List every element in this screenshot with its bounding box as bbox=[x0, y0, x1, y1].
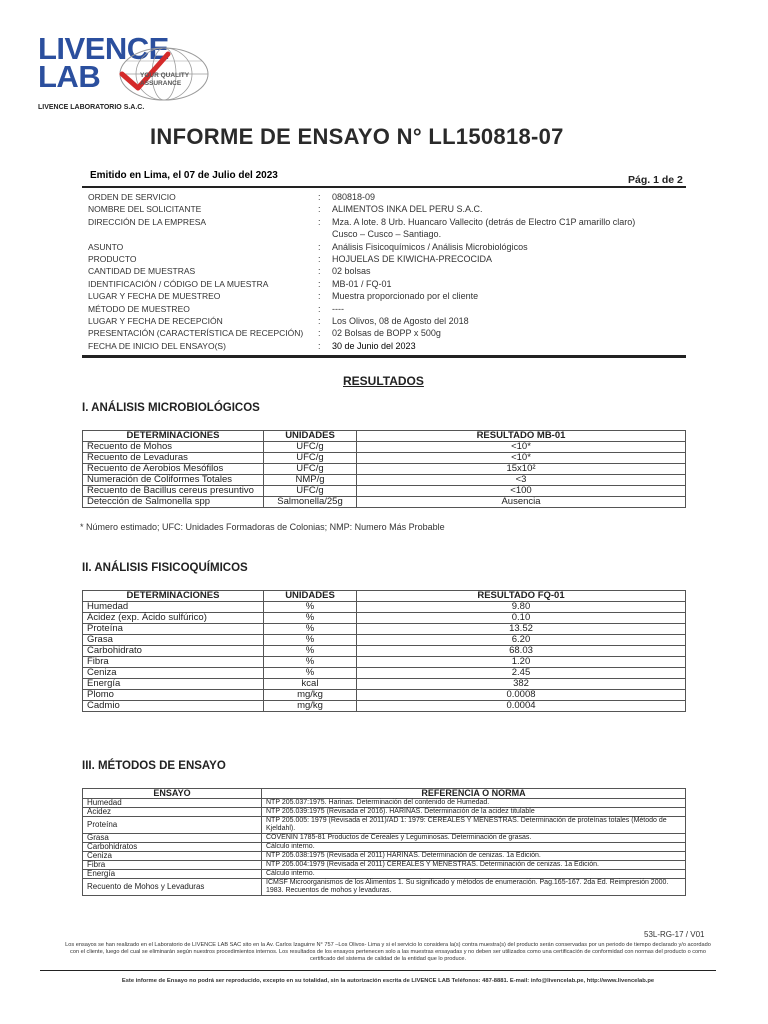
info-row: ASUNTO : Análisis Fisicoquímicos / Análisis Microbiológicos bbox=[88, 241, 528, 252]
order-info bbox=[88, 191, 688, 352]
company-logo bbox=[38, 31, 208, 114]
table-row: Proteína % 13.52 bbox=[83, 624, 686, 635]
table-row: Proteína NTP 205.005: 1979 (Revisada el 2011)/AD 1: 1979: CEREALES Y MENESTRAS. Determinación de proteínas totales (Método de Kjeldahl). bbox=[83, 817, 686, 834]
form-code: 53L-RG-17 / V01 bbox=[644, 930, 705, 939]
table-row: Energía kcal 382 bbox=[83, 679, 686, 690]
micro-table bbox=[82, 430, 686, 508]
table-header: ENSAYO REFERENCIA O NORMA bbox=[83, 789, 686, 799]
info-row: LUGAR Y FECHA DE RECEPCIÓN : Los Olivos, 08 de Agosto del 2018 bbox=[88, 315, 469, 326]
info-row: NOMBRE DEL SOLICITANTE : ALIMENTOS INKA DEL PERU S.A.C. bbox=[88, 204, 483, 215]
table-row: Recuento de Bacillus cereus presuntivo UFC/g <100 bbox=[83, 486, 686, 497]
issued-date: Emitido en Lima, el 07 de Julio del 2023 bbox=[90, 170, 278, 181]
logo-tagline-2: ASSURANCE bbox=[140, 80, 182, 87]
table-row: Grasa COVENIN 1785-81 Productos de Cereales y Leguminosas. Determinación de grasas. bbox=[83, 834, 686, 843]
logo-tagline-1: YOUR QUALITY bbox=[140, 72, 190, 79]
table-header: DETERMINACIONES UNIDADES RESULTADO FQ-01 bbox=[83, 591, 686, 602]
table-row: Recuento de Levaduras UFC/g <10* bbox=[83, 453, 686, 464]
info-row: FECHA DE INICIO DEL ENSAYO(S) : 30 de Junio del 2023 bbox=[88, 340, 416, 351]
micro-footnote: * Número estimado; UFC: Unidades Formadoras de Colonias; NMP: Numero Más Probable bbox=[80, 522, 445, 532]
footer-rule bbox=[40, 970, 716, 971]
table-row: Cadmio mg/kg 0.0004 bbox=[83, 701, 686, 712]
results-title: RESULTADOS bbox=[343, 374, 424, 388]
table-row: Recuento de Aerobios Mesófilos UFC/g 15x10² bbox=[83, 464, 686, 475]
info-row: LUGAR Y FECHA DE MUESTREO : Muestra proporcionado por el cliente bbox=[88, 291, 479, 302]
table-row: Carbohidratos Cálculo interno. bbox=[83, 843, 686, 852]
info-rule bbox=[82, 355, 686, 358]
methods-table bbox=[82, 788, 686, 896]
table-row: Detección de Salmonella spp Salmonella/25g Ausencia bbox=[83, 497, 686, 508]
fq-table bbox=[82, 590, 686, 712]
info-row: PRODUCTO : HOJUELAS DE KIWICHA-PRECOCIDA bbox=[88, 253, 493, 264]
info-row: IDENTIFICACIÓN / CÓDIGO DE LA MUESTRA : MB-01 / FQ-01 bbox=[88, 278, 392, 289]
micro-section-title: I. ANÁLISIS MICROBIOLÓGICOS bbox=[82, 402, 260, 414]
table-row: Acidez (exp. Ácido sulfúrico) % 0.10 bbox=[83, 613, 686, 624]
table-row: Ceniza % 2.45 bbox=[83, 668, 686, 679]
info-row: ORDEN DE SERVICIO : 080818-09 bbox=[88, 192, 376, 202]
table-row: Humedad NTP 205.037:1975. Harinas. Determinación del contenido de Humedad. bbox=[83, 799, 686, 808]
table-row: Energía Cálculo interno. bbox=[83, 870, 686, 879]
table-row: Acidez NTP 205.039:1975 (Revisada el 2016). HARINAS. Determinación de la acidez titulable bbox=[83, 808, 686, 817]
table-row: Humedad % 9.80 bbox=[83, 602, 686, 613]
table-row: Fibra % 1.20 bbox=[83, 657, 686, 668]
table-row: Recuento de Mohos y Levaduras ICMSF Microorganismos de los Alimentos 1. Su significado y métodos de enumeración. Pag.165-167. 2da Ed. Reimpresión 2000. 1983. Recuentos de mohos y levaduras. bbox=[83, 879, 686, 896]
footer-disclaimer: Los ensayos se han realizado en el Laboratorio de LIVENCE LAB SAC sito en la Av. Carlos Izaguirre N° 757 –Los Olivos- Lima y si el servicio lo considera la(s) contra muestra(s) del producto serán conservadas por un periodo de tiempo declarado y/o acordado con el cliente, luego del cual se eliminarán según nuestros procedimientos internos. Los resultados de los ensayos pertenecen solo a las muestras ensayadas y no deben ser utilizados como una certificación de conformidad con normas del producto o como certificado del sistema de calidad de la entidad que lo produce. bbox=[65, 942, 711, 962]
methods-section-title: III. MÉTODOS DE ENSAYO bbox=[82, 760, 226, 772]
logo-line1: LIVENCE bbox=[38, 31, 169, 66]
logo-company-name: LIVENCE LABORATORIO S.A.C. bbox=[38, 104, 145, 111]
table-row: Ceniza NTP 205.038:1975 (Revisada el 2011) HARINAS. Determinación de cenizas. 1a Edición. bbox=[83, 852, 686, 861]
info-row: CANTIDAD DE MUESTRAS : 02 bolsas bbox=[88, 266, 371, 277]
info-row: Cusco – Cusco – Santiago. bbox=[332, 229, 442, 240]
info-row: MÉTODO DE MUESTREO : ---- bbox=[88, 303, 344, 314]
info-row: PRESENTACIÓN (CARACTERÍSTICA DE RECEPCIÓN) : 02 Bolsas de BOPP x 500g bbox=[88, 328, 441, 339]
info-row: DIRECCIÓN DE LA EMPRESA : Mza. A lote. 8 Urb. Huancaro Vallecito (detrás de Electro C1P amarillo claro) bbox=[88, 216, 636, 227]
table-header: DETERMINACIONES UNIDADES RESULTADO MB-01 bbox=[83, 431, 686, 442]
table-row: Plomo mg/kg 0.0008 bbox=[83, 690, 686, 701]
report-title: INFORME DE ENSAYO N° LL150818-07 bbox=[150, 124, 564, 149]
header-rule bbox=[82, 186, 686, 188]
footer-reproduction-note: Este informe de Ensayo no podrá ser reproducido, excepto en su totalidad, sin la autorización escrita de LIVENCE LAB Teléfonos: 487-8881. E-mail: info@livencelab.pe, http://www.livencelab.pe bbox=[121, 978, 655, 984]
page-number: Pág. 1 de 2 bbox=[628, 174, 683, 186]
fq-section-title: II. ANÁLISIS FISICOQUÍMICOS bbox=[82, 562, 248, 574]
table-row: Numeración de Coliformes Totales NMP/g <3 bbox=[83, 475, 686, 486]
logo-line2: LAB bbox=[38, 59, 101, 94]
table-row: Recuento de Mohos UFC/g <10* bbox=[83, 442, 686, 453]
table-row: Carbohidrato % 68.03 bbox=[83, 646, 686, 657]
table-row: Grasa % 6.20 bbox=[83, 635, 686, 646]
table-row: Fibra NTP 205.004:1979 (Revisada el 2011) CEREALES Y MENESTRAS. Determinación de cenizas. 1a Edición. bbox=[83, 861, 686, 870]
